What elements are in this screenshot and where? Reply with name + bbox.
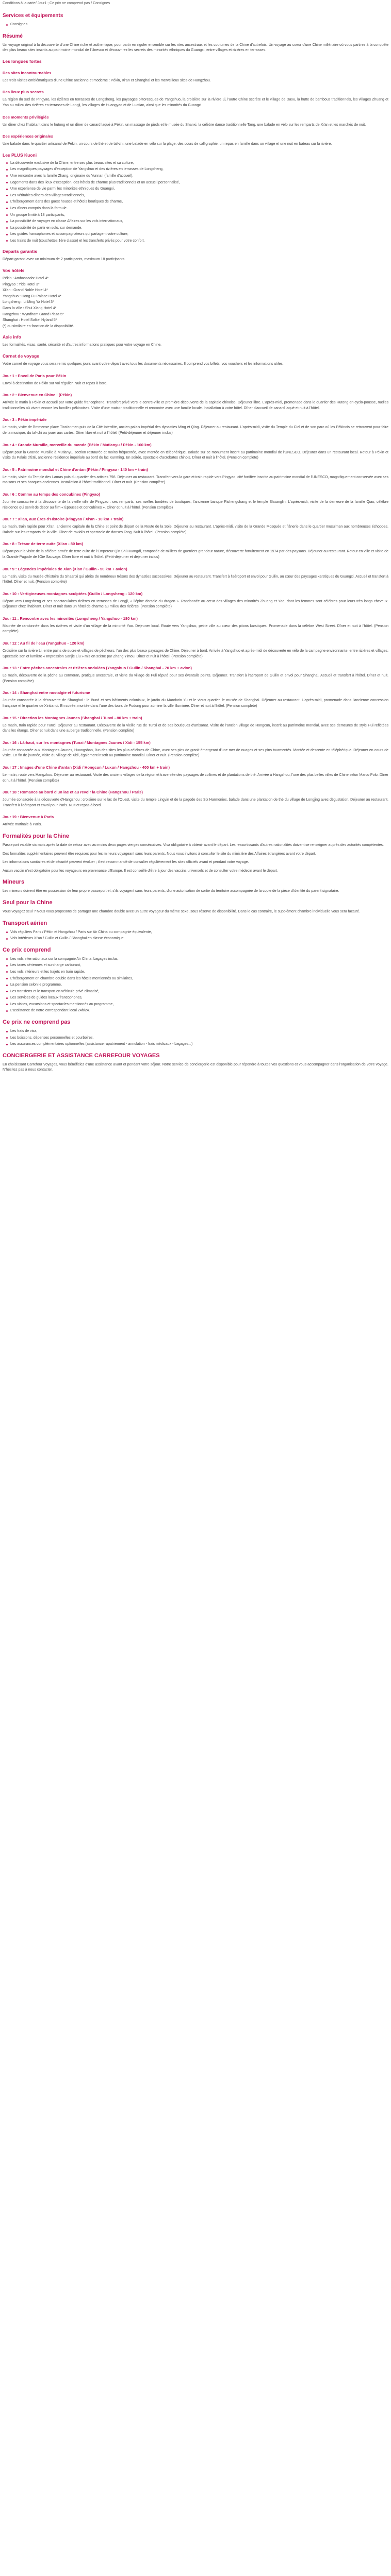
compris-title: Ce prix comprend bbox=[3, 946, 51, 953]
longues-subtitle-4: Des expériences originales bbox=[3, 134, 53, 139]
conciergerie-text: En choisissant Carrefour Voyages, vous bénéficiez d'une assistance avant et pendant votre séjour. Notre service de conciergerie est disponible pour répondre à toutes vos questions et vous accompagner dans l'organisation de votre voyage. N'hésitez pas à nous contacter. bbox=[3, 1062, 388, 1072]
noncompris-item: Les frais de visa, bbox=[6, 1029, 388, 1035]
day-title: Jour 3 : Pékin impériale bbox=[3, 417, 47, 422]
plus-item: Logements dans des lieux d'exception, des hôtels de charme plus traditionnels et un accueil personnalisé, bbox=[6, 180, 388, 186]
plus-item: Les magnifiques paysages d'exception de Yangshuo et des rizières en terrasses de Longsheng, bbox=[6, 167, 388, 173]
day-text: Le matin, visite du Temple des Lamas puis du quartier des artistes 798. Déjeuner au restaurant. Transfert vers la gare et train rapide vers Pingyao, cité fortifiée inscrite au patrimoine mondial de l'UNESCO, magnifiquement conservée avec ses maisons et ses banques anciennes. Installation à l'hôtel traditionnel. Dîner et nuit. (Pension complète) bbox=[3, 475, 388, 485]
day-title: Jour 7 : Xi'an, aux Ères d'Histoire (Pingyao / Xi'an - 10 km + train) bbox=[3, 517, 124, 522]
plus-item: Les guides francophones et accompagnateurs qui partagent votre culture, bbox=[6, 232, 388, 238]
plus-item: La découverte exclusive de la Chine, entre ses plus beaux sites et sa culture, bbox=[6, 161, 388, 166]
day-text: Le matin, découverte de la pêche au cormoran, pratique ancestrale, et visite du village de Fuli réputé pour ses éventails peints. Déjeuner. Transfert à l'aéroport de Guilin et envol pour Shanghai. Accueil et transfert à l'hôtel. Dîner et nuit. (Pension complète) bbox=[3, 674, 388, 683]
longues-subtitle-3: Des moments privilégiés bbox=[3, 114, 49, 120]
departs-text: Départ garanti avec un minimum de 2 participants, maximum 18 participants. bbox=[3, 258, 126, 262]
day-text: Le matin, route vers Hangzhou. Déjeuner au restaurant. Visite des anciens villages de la région et traversée des paysages de collines et de plantations de thé. Arrivée à Hangzhou, l'une des plus belles villes de Chine selon Marco Polo. Dîner et nuit à l'hôtel. (Pension complète) bbox=[3, 773, 388, 783]
plus-item: Les dîners compris dans la formule. bbox=[6, 206, 388, 212]
compris-item: Les vols intérieurs et les trajets en train rapide, bbox=[6, 970, 388, 975]
compris-item: Les taxes aériennes et surcharge carburant, bbox=[6, 963, 388, 969]
noncompris-item: Les assurances complémentaires optionnelles (assistance rapatriement - annulation - frais médicaux - bagages...) bbox=[6, 1042, 388, 1047]
longues-subtitle: Des sites incontournables bbox=[3, 70, 52, 75]
formalites-title: Formalités pour la Chine bbox=[3, 833, 69, 839]
compris-item: Les visites, excursions et spectacles mentionnés au programme, bbox=[6, 1002, 388, 1008]
day-title: Jour 9 : Légendes impériales de Xian (Xian / Guilin - 50 km + avion) bbox=[3, 566, 127, 571]
day-text: Le matin, visite de l'immense place Tian'anmen puis de la Cité Interdite, ancien palais impérial des dynasties Ming et Qing. Déjeuner au restaurant. L'après-midi, visite du Temple du Ciel et de son parc où les Pékinois se retrouvent pour faire de la musique, du taï-chi ou jouer aux cartes. Dîner libre et nuit à l'hôtel. (Petit-déjeuner et déjeuner inclus) bbox=[3, 426, 388, 435]
solo-title: Seul pour la Chine bbox=[3, 899, 53, 906]
longues-subtitle-2: Des lieux plus secrets bbox=[3, 90, 44, 95]
day-title: Jour 14 : Shanghai entre nostalgie et futurisme bbox=[3, 690, 90, 696]
services-list bbox=[3, 22, 388, 28]
hotel-line: Pingyao : Yide Hotel 3* bbox=[3, 282, 40, 286]
compris-list bbox=[3, 957, 388, 1014]
transport-list bbox=[3, 930, 388, 942]
plus-item: Une expérience de vie parmi les minorités ethniques du Guangxi, bbox=[6, 187, 388, 192]
day-text: Arrivée le matin à Pékin et accueil par votre guide francophone. Transfert privé vers le centre-ville et première découverte de la capitale chinoise. Déjeuner libre. L'après-midi, promenade dans le quartier des Hutong en cyclo-pousse, ruelles traditionnelles où vivent encore les familles pékinoises. Visite d'une maison traditionnelle et rencontre avec une famille locale. Installation à votre hôtel. Dîner d'accueil de canard laqué et nuit à l'hôtel. bbox=[3, 401, 388, 410]
mineurs-text: Les mineurs doivent être en possession de leur propre passeport et, s'ils voyagent sans leurs parents, d'une autorisation de sortie du territoire accompagnée de la copie de la pièce d'identité du parent signataire. bbox=[3, 889, 339, 893]
hotels-title: Vos hôtels bbox=[3, 268, 25, 274]
formalites-text-1: Passeport valable six mois après la date de retour avec au moins deux pages vierges consécutives. Visa obligatoire à obtenir avant le départ. Les ressortissants d'autres nationalités doivent se renseigner auprès des autorités compétentes. bbox=[3, 843, 384, 847]
day-title: Jour 6 : Comme au temps des concubines (Pingyao) bbox=[3, 492, 101, 497]
plus-item: Une rencontre avec la famille Zhang, originaire du Yunnan (famille d'accueil), bbox=[6, 174, 388, 179]
resume-title: Résumé bbox=[3, 33, 23, 39]
plus-item: Les trains de nuit (couchettes 1ère classe) et les transferts privés pour votre confort. bbox=[6, 239, 388, 244]
day-text: Journée consacrée à la découverte de la vieille ville de Pingyao : ses remparts, ses ruelles bordées de boutiques, l'ancienne banque Rishengchang et le temple Shuanglin. L'après-midi, visite de la demeure de la famille Qiao, célèbre résidence qui servit de décor au film « Épouses et concubines ». Dîner et nuit à l'hôtel. (Pension complète) bbox=[3, 500, 388, 510]
formalites-text-3: Les informations sanitaires et de sécurité peuvent évoluer ; il est recommandé de consulter régulièrement les sites officiels avant et pendant votre voyage. bbox=[3, 860, 249, 865]
day-title: Jour 18 : Romance au bord d'un lac et au revoir la Chine (Hangzhou / Paris) bbox=[3, 790, 143, 795]
day-text: Le matin, train rapide pour Xi'an, ancienne capitale de la Chine et point de départ de la Route de la Soie. Déjeuner au restaurant. L'après-midi, visite de la Grande Mosquée et flânerie dans le quartier musulman aux nombreuses échoppes. Balade sur les remparts de la ville. Dîner de raviolis et spectacle de danses Tang. Nuit à l'hôtel. (Pension complète) bbox=[3, 525, 388, 534]
day-text: Journée consacrée aux Montagnes Jaunes, Huangshan, l'un des sites les plus célèbres de Chine, avec ses pics de granit émergeant d'une mer de nuages et ses pins tourmentés. Montée et descente en téléphérique. Déjeuner en cours de visite. En fin de journée, visite du village de Xidi, également inscrit au patrimoine mondial. Dîner et nuit. (Pension complète) bbox=[3, 748, 388, 758]
formalites-text-4: Aucun vaccin n'est obligatoire pour les voyageurs en provenance d'Europe. Il est conseillé d'être à jour des vaccins universels et de consulter votre médecin avant le départ. bbox=[3, 869, 278, 873]
plus-item: Un groupe limité à 18 participants, bbox=[6, 213, 388, 218]
longues-text-4: Une balade dans le quartier artisanal de Pékin, un cours de thé et de taï-chi, une balade en vélo sur la plage, des cours de calligraphie, un repas en famille dans un village et une nuit en bateau sur la rivière. bbox=[3, 142, 332, 146]
hotel-line: Longsheng : Li Ming Ya Hotel 3* bbox=[3, 300, 54, 304]
noncompris-list bbox=[3, 1029, 388, 1047]
day-title: Jour 12 : Au fil de l'eau (Yangshuo - 120 km) bbox=[3, 641, 85, 646]
hotels-list bbox=[3, 276, 388, 324]
carnet-text: Votre carnet de voyage vous sera remis quelques jours avant votre départ avec tous les documents nécessaires. Il comprend vos billets, vos vouchers et les informations utiles. bbox=[3, 362, 284, 366]
day-text: Arrivée matinale à Paris. bbox=[3, 823, 42, 827]
day-title: Jour 10 : Vertigineuses montagnes sculptées (Guilin / Longsheng - 120 km) bbox=[3, 591, 143, 596]
longues-text-2: La région du sud de Pingyao, les rizières en terrasses de Longsheng, les paysages pittoresques de Yangshuo, la croisière sur la rivière Li, l'autre Chine secrète et le village de Daxu, la hutte de bambous traditionnels, les villages Zhuang et Yao au milieu des rizières en terrasses de Longji, les villages de Huangyao et de Luotian, ainsi que les minorités du Guangxi. bbox=[3, 98, 388, 107]
plus-item: L'hébergement dans des guest houses et hôtels boutiques de charme, bbox=[6, 199, 388, 205]
day-text: Le matin, visite du musée d'histoire du Shaanxi qui abrite de nombreux trésors des dynasties successives. Déjeuner au restaurant. Transfert à l'aéroport et envol pour Guilin, au cœur des paysages karstiques du Guangxi. Accueil et transfert à l'hôtel. Dîner et nuit. (Pension complète) bbox=[3, 574, 388, 584]
hotel-line: Pékin : Ambassador Hotel 4* bbox=[3, 277, 49, 281]
day-text: Le matin, train rapide pour Tunxi. Déjeuner au restaurant. Découverte de la vieille rue de Tunxi et de ses boutiques d'artisanat. Visite de l'ancien village de Hongcun, inscrit au patrimoine mondial, avec ses demeures de style Hui reflétées dans les étangs. Dîner et nuit dans une auberge traditionnelle. (Pension complète) bbox=[3, 723, 388, 733]
day-text: Journée consacrée à la découverte d'Hangzhou : croisière sur le lac de l'Ouest, visite du temple Lingyin et de la pagode des Six Harmonies, balade dans une plantation de thé du village de Longjing avec dégustation. Déjeuner au restaurant. Transfert à l'aéroport et envol pour Paris. Nuit et repas à bord. bbox=[3, 798, 388, 807]
formalites-text-2: Des formalités supplémentaires peuvent être requises pour les mineurs voyageant sans leurs parents. Nous vous invitons à consulter le site du ministère des Affaires étrangères avant votre départ. bbox=[3, 852, 316, 856]
day-text: Départ pour la visite de la célèbre armée de terre cuite de l'Empereur Qin Shi Huangdi, composée de milliers de guerriers grandeur nature, découverte fortuitement en 1974 par des paysans. Déjeuner au restaurant. Retour en ville et visite de la Grande Pagode de l'Oie Sauvage. Dîner libre et nuit à l'hôtel. (Petit-déjeuner et déjeuner inclus) bbox=[3, 550, 388, 559]
hotel-line: Yangshuo : Hong Fu Palace Hotel 4* bbox=[3, 294, 61, 298]
day-title: Jour 5 : Patrimoine mondial et Chine d'antan (Pékin / Pingyao - 140 km + train) bbox=[3, 467, 148, 472]
day-text: Croisière sur la rivière Li, entre pains de sucre et villages de pêcheurs, l'un des plus beaux paysages de Chine. Déjeuner à bord. Arrivée à Yangshuo et après-midi de découverte en vélo de la campagne environnante, entre rizières et villages. Spectacle son et lumière « Impression Sanjie Liu » mis en scène par Zhang Yimou. Dîner et nuit à l'hôtel. (Pension complète) bbox=[3, 649, 388, 658]
day-title: Jour 4 : Grande Muraille, merveille du monde (Pékin / Mutianyu / Pékin - 160 km) bbox=[3, 442, 152, 447]
hotel-line: Xi'an : Grand Noble Hotel 4* bbox=[3, 289, 48, 293]
day-title: Jour 11 : Rencontre avec les minorités (Longsheng / Yangshuo - 180 km) bbox=[3, 616, 138, 621]
longues-text-3: Un dîner chez l'habitant dans le hutong et un dîner de canard laqué à Pékin, un massage de pieds et le musée du Shanxi, la célèbre danse traditionnelle Tang, une balade en vélo sur les remparts de Xi'an et les marchés de nuit. bbox=[3, 123, 366, 127]
compris-item: Les vols internationaux sur la compagnie Air China, bagages inclus, bbox=[6, 957, 388, 962]
noncompris-item: Les boissons, dépenses personnelles et pourboires, bbox=[6, 1036, 388, 1041]
resume-text: Un voyage original à la découverte d'une Chine riche et authentique, pour partir en rigoler ensemble sur les rites ancestraux et les coutumes de la Chine d'autrefois. Un voyage au coeur d'une Chine millénaire où vous partirez à la conquête des plus beaux sites inscrits au patrimoine mondial de l'Unesco et découvrirez les secrets des minorités ethniques du Guangxi, entre villages et rizières en terrasses. bbox=[3, 43, 388, 53]
day-title: Jour 13 : Entre pêches ancestrales et rizières ondulées (Yangshuo / Guilin / Shanghai - 70 km + avion) bbox=[3, 666, 192, 671]
day-text: Départ vers Longsheng et ses spectaculaires rizières en terrasses de Longji, « l'épine dorsale du dragon ». Randonnée au cœur des villages des minorités Zhuang et Yao, dont les femmes sont célèbres pour leurs très longs cheveux. Déjeuner chez l'habitant. Dîner et nuit dans un hôtel de charme au milieu des rizières. (Pension complète) bbox=[3, 599, 388, 609]
day-text: Matinée de randonnée dans les rizières et visite d'un village de la minorité Yao. Déjeuner local. Route vers Yangshuo, petite ville au cœur des pitons karstiques. Promenade dans la célèbre West Street. Dîner et nuit à l'hôtel. (Pension complète) bbox=[3, 624, 388, 634]
day-title: Jour 19 : Bienvenue à Paris bbox=[3, 815, 54, 820]
breadcrumb: Conditions à la carte/ Jour1 ; Ce prix ne comprend pas / Consignes bbox=[3, 2, 110, 5]
noncompris-title: Ce prix ne comprend pas bbox=[3, 1019, 71, 1026]
transport-title: Transport aérien bbox=[3, 920, 47, 926]
day-text: Journée consacrée à la découverte de Shanghai : le Bund et ses bâtiments coloniaux, le jardin du Mandarin Yu et le vieux quartier, le musée de Shanghai. Déjeuner au restaurant. L'après-midi, promenade dans l'ancienne concession française et le quartier de Xintiandi. En soirée, montée dans l'une des tours de Pudong pour admirer la ville illuminée. Dîner et nuit à l'hôtel. (Pension complète) bbox=[3, 699, 388, 708]
carnet-title: Carnet de voyage bbox=[3, 353, 39, 359]
day-title: Jour 8 : Trésor de terre cuite (Xi'an - 80 km) bbox=[3, 541, 83, 547]
plus-item: La possibilité de voyager en classe Affaires sur les vols internationaux, bbox=[6, 219, 388, 225]
plus-item: Les véritables dîners des villages traditionnels, bbox=[6, 193, 388, 199]
compris-item: L'assistance de notre correspondant local 24h/24. bbox=[6, 1008, 388, 1014]
day-title: Jour 16 : Là-haut, sur les montagnes (Tunxi / Montagnes Jaunes / Xidi - 155 km) bbox=[3, 740, 151, 745]
plus-title: Les PLUS Kuoni bbox=[3, 152, 37, 158]
day-title: Jour 1 : Envol de Paris pour Pékin bbox=[3, 373, 67, 378]
transport-item: Vols réguliers Paris / Pékin et Hangzhou / Paris sur Air China ou compagnie équivalente, bbox=[6, 930, 388, 936]
mineurs-title: Mineurs bbox=[3, 879, 25, 886]
compris-item: Les transferts et le transport en véhicule privé climatisé, bbox=[6, 989, 388, 995]
hotel-line: Dans la ville : Shui Xiang Hotel 4* bbox=[3, 307, 57, 311]
conciergerie-title: CONCIERGERIE ET ASSISTANCE CARREFOUR VOYAGES bbox=[3, 1052, 160, 1059]
services-item: Consignes bbox=[6, 22, 388, 28]
plus-list bbox=[3, 161, 388, 244]
asie-title: Asie info bbox=[3, 334, 21, 340]
compris-item: La pension selon le programme, bbox=[6, 982, 388, 988]
day-title: Jour 2 : Bienvenue en Chine ! (Pékin) bbox=[3, 393, 72, 398]
day-text: Envol à destination de Pékin sur vol régulier. Nuit et repas à bord. bbox=[3, 381, 108, 385]
compris-item: Les services de guides locaux francophones, bbox=[6, 995, 388, 1001]
asie-text: Les formalités, visas, santé, sécurité et d'autres informations pratiques pour votre voyage en Chine. bbox=[3, 343, 161, 347]
solo-text: Vous voyagez seul ? Nous vous proposons de partager une chambre double avec un autre voyageur du même sexe, sous réserve de disponibilité. Dans le cas contraire, le supplément chambre individuelle vous sera facturé. bbox=[3, 909, 361, 913]
services-title: Services et équipements bbox=[3, 13, 63, 19]
departs-title: Départs garantis bbox=[3, 249, 38, 255]
transport-item: Vols intérieurs Xi'an / Guilin et Guilin / Shanghai en classe économique. bbox=[6, 936, 388, 942]
itinerary bbox=[3, 374, 388, 828]
longues-title: Les longues fortes bbox=[3, 58, 42, 64]
day-title: Jour 17 : Images d'une Chine d'antan (Xidi / Hongcun / Luxun / Hangzhou - 400 km + train) bbox=[3, 765, 170, 770]
plus-item: La possibilité de partir en solo, sur demande, bbox=[6, 226, 388, 231]
longues-text-1: Les trois visites emblématiques d'une Chine ancienne et moderne : Pékin, Xi'an et Shanghai et les merveilleux sites de Hangzhou. bbox=[3, 78, 211, 82]
day-title: Jour 15 : Direction les Montagnes Jaunes (Shanghai / Tunxi - 80 km + train) bbox=[3, 715, 142, 720]
hotel-line: Hangzhou : Wyndham Grand Plaza 5* bbox=[3, 312, 64, 316]
hotel-line: Shanghai : Hotel Sofitel Hyland 5* bbox=[3, 318, 57, 323]
day-text: Départ pour la Grande Muraille à Mutianyu, section restaurée et moins fréquentée, avec montée en téléphérique. Balade sur ce monument inscrit au patrimoine mondial de l'UNESCO. Déjeuner dans un restaurant local. Retour à Pékin et visite du Palais d'Été, ancienne résidence impériale au bord du lac Kunming. En soirée, spectacle d'acrobates chinois. Dîner et nuit à l'hôtel. (Pension complète) bbox=[3, 450, 388, 460]
hotels-note: (*) ou similaire en fonction de la disponibilité. bbox=[3, 324, 74, 328]
compris-item: L'hébergement en chambre double dans les hôtels mentionnés ou similaires, bbox=[6, 976, 388, 982]
